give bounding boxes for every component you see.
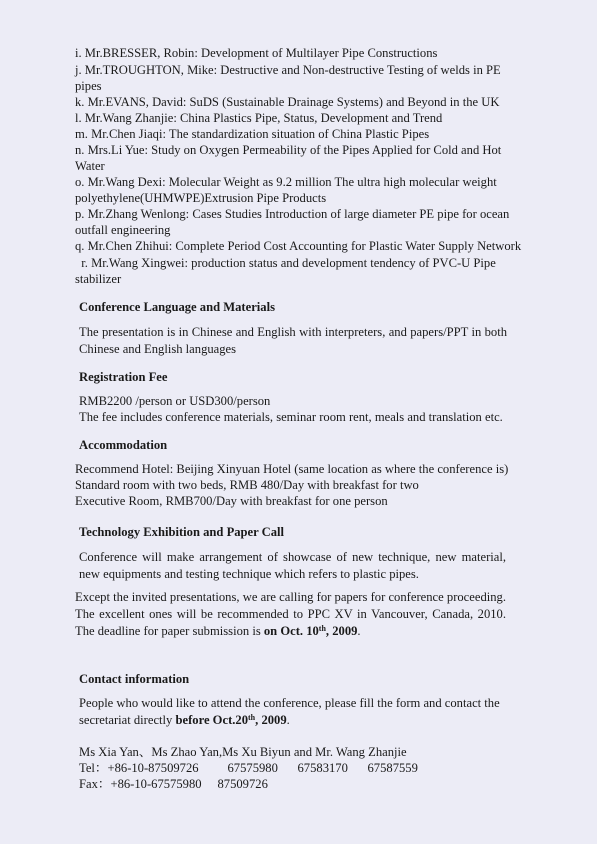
tel-number: 67575980 (227, 761, 278, 775)
speaker-item: o. Mr.Wang Dexi: Molecular Weight as 9.2 million The ultra high molecular weight (75, 175, 497, 189)
speaker-item: l. Mr.Wang Zhanjie: China Plastics Pipe, Status, Development and Trend (75, 111, 443, 125)
telephone-row (79, 760, 418, 776)
section-heading-accommodation: Accommodation (79, 438, 168, 452)
contact-text: People who would like to attend the conference, please fill the form and contact the secretariat directly before Oct.20th, 2009. (79, 696, 500, 727)
paper-deadline: on Oct. 10th, 2009 (263, 624, 358, 638)
speaker-item: polyethylene(UHMWPE)Extrusion Pipe Products (75, 191, 327, 205)
tel-label: Tel： (79, 761, 108, 775)
section-heading-exhibition: Technology Exhibition and Paper Call (79, 525, 285, 539)
tel-number: 67587559 (367, 761, 418, 775)
contact-names: Ms Xia Yan、Ms Zhao Yan,Ms Xu Biyun and Mr. Wang Zhanjie (79, 745, 407, 759)
tel-number: +86-10-87509726 (107, 761, 199, 775)
fax-label: Fax： (79, 777, 111, 791)
speaker-item: m. Mr.Chen Jiaqi: The standardization situation of China Plastic Pipes (75, 127, 430, 141)
section-heading-contact: Contact information (79, 672, 190, 686)
tel-number: 67583170 (297, 761, 348, 775)
speaker-item: p. Mr.Zhang Wenlong: Cases Studies Introduction of large diameter PE pipe for ocean (75, 207, 510, 221)
speaker-item: j. Mr.TROUGHTON, Mike: Destructive and Non-destructive Testing of welds in PE (75, 63, 501, 77)
paper-call-body: Except the invited presentations, we are calling for papers for conference proceeding. The excellent ones will be recommended to PPC XV in Vancouver, Canada, 2010. The deadline for paper submission is (75, 590, 506, 638)
speaker-item: outfall engineering (75, 223, 171, 237)
speaker-item: i. Mr.BRESSER, Robin: Development of Multilayer Pipe Constructions (75, 46, 438, 60)
speaker-item: r. Mr.Wang Xingwei: production status and development tendency of PVC-U Pipe (75, 256, 496, 270)
contact-body: People who would like to attend the conference, please fill the form and contact the secretariat directly (79, 696, 500, 727)
speaker-item: k. Mr.EVANS, David: SuDS (Sustainable Drainage Systems) and Beyond in the UK (75, 95, 500, 109)
hotel-recommendation: Recommend Hotel: Beijing Xinyuan Hotel (same location as where the conference is) (75, 462, 509, 476)
section-heading-fee: Registration Fee (79, 370, 168, 384)
fax-number: +86-10-67575980 (110, 777, 202, 791)
speaker-item: q. Mr.Chen Zhihui: Complete Period Cost Accounting for Plastic Water Supply Network (75, 239, 522, 253)
speaker-item: n. Mrs.Li Yue: Study on Oxygen Permeability of the Pipes Applied for Cold and Hot (75, 143, 502, 157)
fee-includes: The fee includes conference materials, seminar room rent, meals and translation etc. (79, 410, 503, 424)
standard-room: Standard room with two beds, RMB 480/Day with breakfast for two (75, 478, 419, 492)
language-text: The presentation is in Chinese and English with interpreters, and papers/PPT in both Chinese and English languages (79, 325, 507, 356)
fax-row (79, 776, 268, 792)
section-heading-language: Conference Language and Materials (79, 300, 276, 314)
speaker-item: pipes (75, 79, 102, 93)
fax-number: 87509726 (217, 777, 268, 791)
paper-call-text: Except the invited presentations, we are calling for papers for conference proceeding. The excellent ones will be recommended to PPC XV in Vancouver, Canada, 2010. The deadline for paper submission is on Oct. 10th, 2009. (75, 590, 506, 638)
executive-room: Executive Room, RMB700/Day with breakfast for one person (75, 494, 388, 508)
fee-amount: RMB2200 /person or USD300/person (79, 394, 271, 408)
exhibition-text: Conference will make arrangement of showcase of new technique, new material, new equipments and testing technique which refers to plastic pipes. (79, 550, 506, 581)
speaker-item: stabilizer (75, 272, 122, 286)
registration-deadline: before Oct.20th, 2009 (175, 713, 287, 727)
speaker-item: Water (75, 159, 105, 173)
